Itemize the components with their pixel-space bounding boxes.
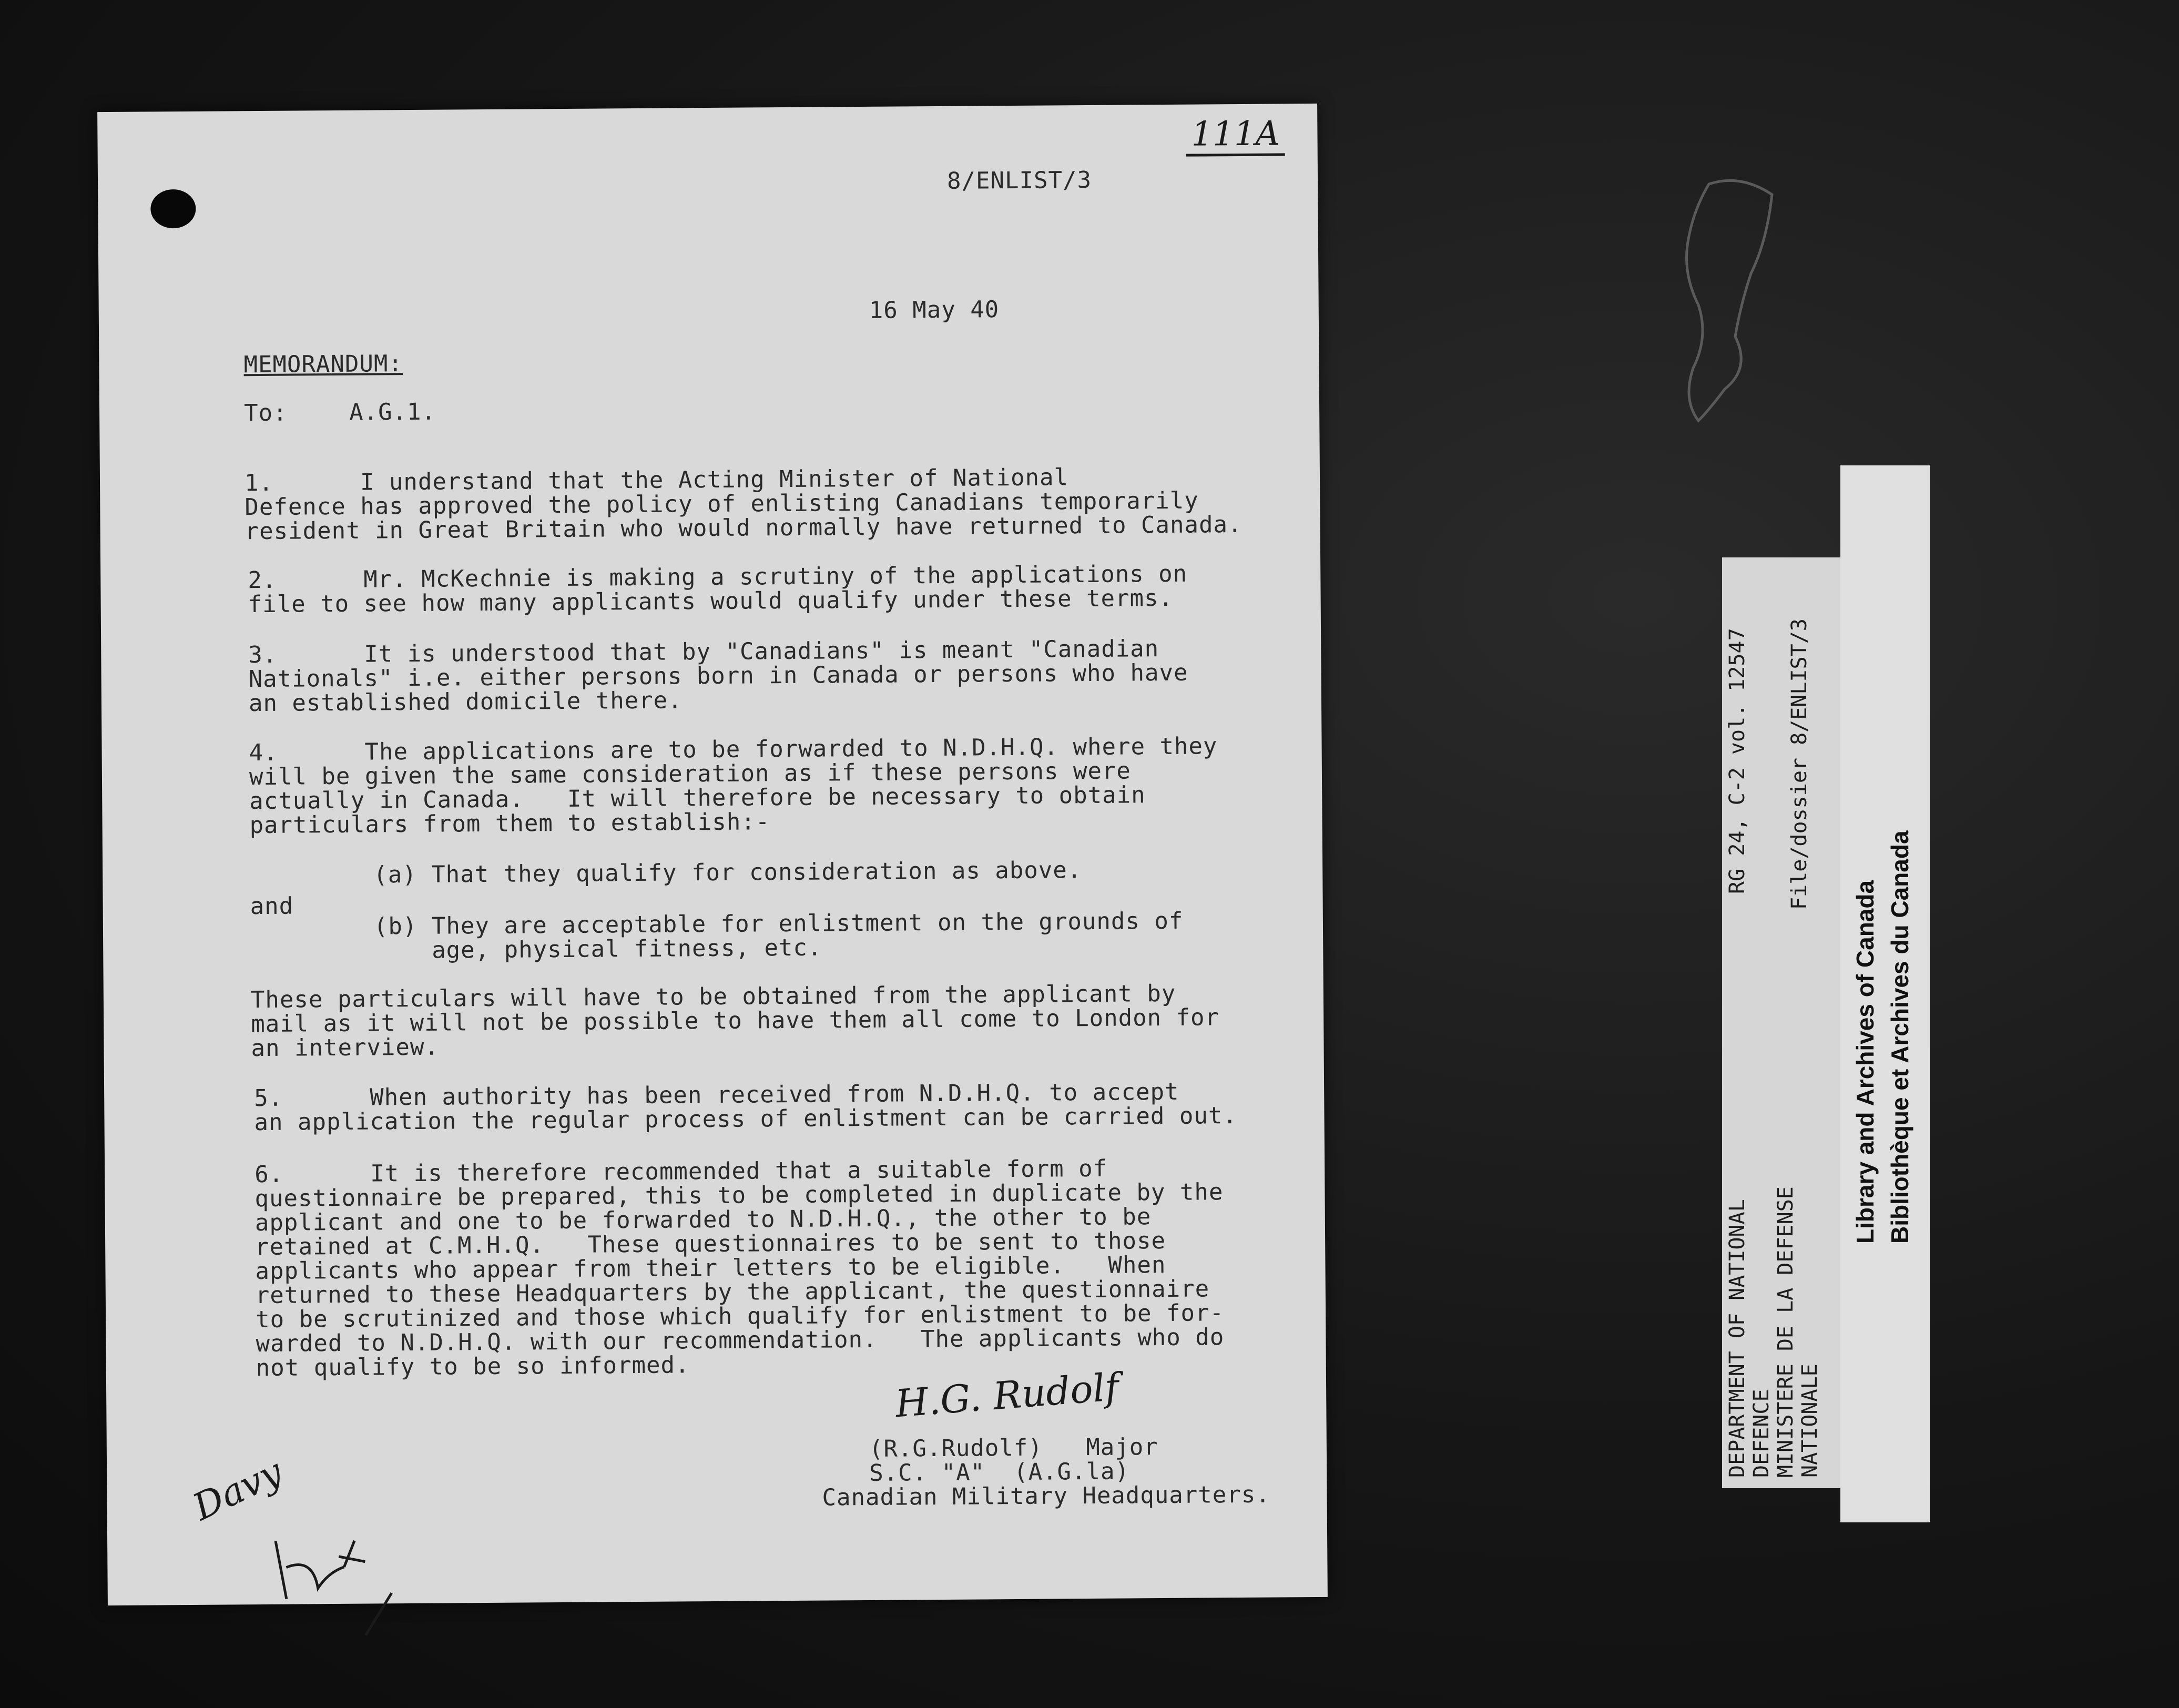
punch-hole [150, 189, 196, 229]
para5-line2: an application the regular process of enlistment can be carried out. [254, 1102, 1238, 1136]
para4-line1: 4. The applications are to be forwarded to N.D.H.Q. where they [249, 733, 1218, 767]
and-word: and [250, 892, 294, 920]
para6-line6: returned to these Headquarters by the applicant, the questionnaire [255, 1275, 1210, 1309]
signature-line2: S.C. "A" (A.G.la) [869, 1458, 1130, 1487]
archive-file-line: File/dossier 8/ENLIST/3 [1787, 618, 1811, 910]
item-a: (a) That they qualify for consideration as above. [373, 857, 1082, 889]
para4-line4: particulars from them to establish:- [249, 808, 770, 839]
signature-line1: (R.G.Rudolf) Major [869, 1434, 1158, 1462]
para1-line2: Defence has approved the policy of enlisting Canadians temporarily [245, 487, 1199, 521]
para6-line3: applicant and one to be forwarded to N.D.H.Q., the other to be [254, 1203, 1152, 1237]
para6-line8: warded to N.D.H.Q. with our recommendation. The applicants who do [256, 1324, 1225, 1358]
archive-label-line3: MINISTERE DE LA DEFENSE [1774, 1186, 1798, 1478]
folio-number: 111A [1186, 114, 1285, 156]
para3-line3: an established domicile there. [248, 687, 683, 717]
item-b-line1: (b) They are acceptable for enlistment on the grounds of [373, 907, 1184, 940]
para6-line5: applicants who appear from their letters to be eligible. When [255, 1251, 1166, 1285]
archive-ref-line: RG 24, C-2 vol. 12547 [1725, 628, 1749, 894]
outline-mark [1677, 179, 1783, 426]
para4-line3: actually in Canada. It will therefore be necessary to obtain [249, 781, 1146, 815]
signature: H.G. Rudolf [893, 1364, 1121, 1426]
para6-line7: to be scrutinized and those which qualify for enlistment to be for- [255, 1299, 1225, 1334]
lac-label-french: Bibliothèque et Archives du Canada [1886, 830, 1913, 1244]
item-b-line2: age, physical fitness, etc. [374, 934, 822, 964]
signature-line3: Canadian Military Headquarters. [822, 1481, 1270, 1511]
para3-line2: Nationals" i.e. either persons born in Canada or persons who have [248, 659, 1188, 693]
para6-line2: questionnaire be prepared, this to be completed in duplicate by the [254, 1178, 1224, 1213]
para4-line2: will be given the same consideration as if these persons were [249, 757, 1131, 791]
para3-line1: 3. It is understood that by "Canadians" is meant "Canadian [248, 635, 1159, 669]
memo-heading: MEMORANDUM: [243, 350, 403, 379]
para2-line2: file to see how many applicants would qualify under these terms. [248, 584, 1174, 618]
para-after-line2: mail as it will not be possible to have them all come to London for [251, 1004, 1220, 1038]
para-after-line3: an interview. [251, 1033, 440, 1062]
archive-label-line1: DEPARTMENT OF NATIONAL [1725, 1199, 1749, 1478]
para-after-line1: These particulars will have to be obtained from the applicant by [250, 980, 1176, 1014]
memorandum-page [97, 104, 1328, 1605]
margin-scribble [265, 1509, 403, 1646]
archive-label-line4: NATIONALE [1798, 1364, 1822, 1478]
archive-label-line2: DEFENCE [1749, 1389, 1774, 1478]
para1-line3: resident in Great Britain who would normally have returned to Canada. [245, 511, 1243, 545]
to-label: To: [243, 399, 288, 427]
para6-line9: not qualify to be so informed. [256, 1351, 690, 1382]
lac-label [1840, 465, 1930, 1522]
para1-line1: 1. I understand that the Acting Minister of National [244, 464, 1069, 497]
file-reference: 8/ENLIST/3 [946, 166, 1092, 195]
para6-line4: retained at C.M.H.Q. These questionnaires to be sent to those [255, 1227, 1166, 1261]
para2-line1: 2. Mr. McKechnie is making a scrutiny of the applications on [248, 560, 1188, 594]
to-value: A.G.1. [349, 398, 436, 426]
memo-date: 16 May 40 [869, 296, 1000, 324]
para5-line1: 5. When authority has been received from N.D.H.Q. to accept [254, 1078, 1179, 1112]
archive-label [1722, 557, 1846, 1488]
margin-note: Davy [186, 1450, 289, 1529]
para6-line1: 6. It is therefore recommended that a suitable form of [254, 1155, 1108, 1188]
lac-label-english: Library and Archives of Canada [1851, 880, 1879, 1244]
